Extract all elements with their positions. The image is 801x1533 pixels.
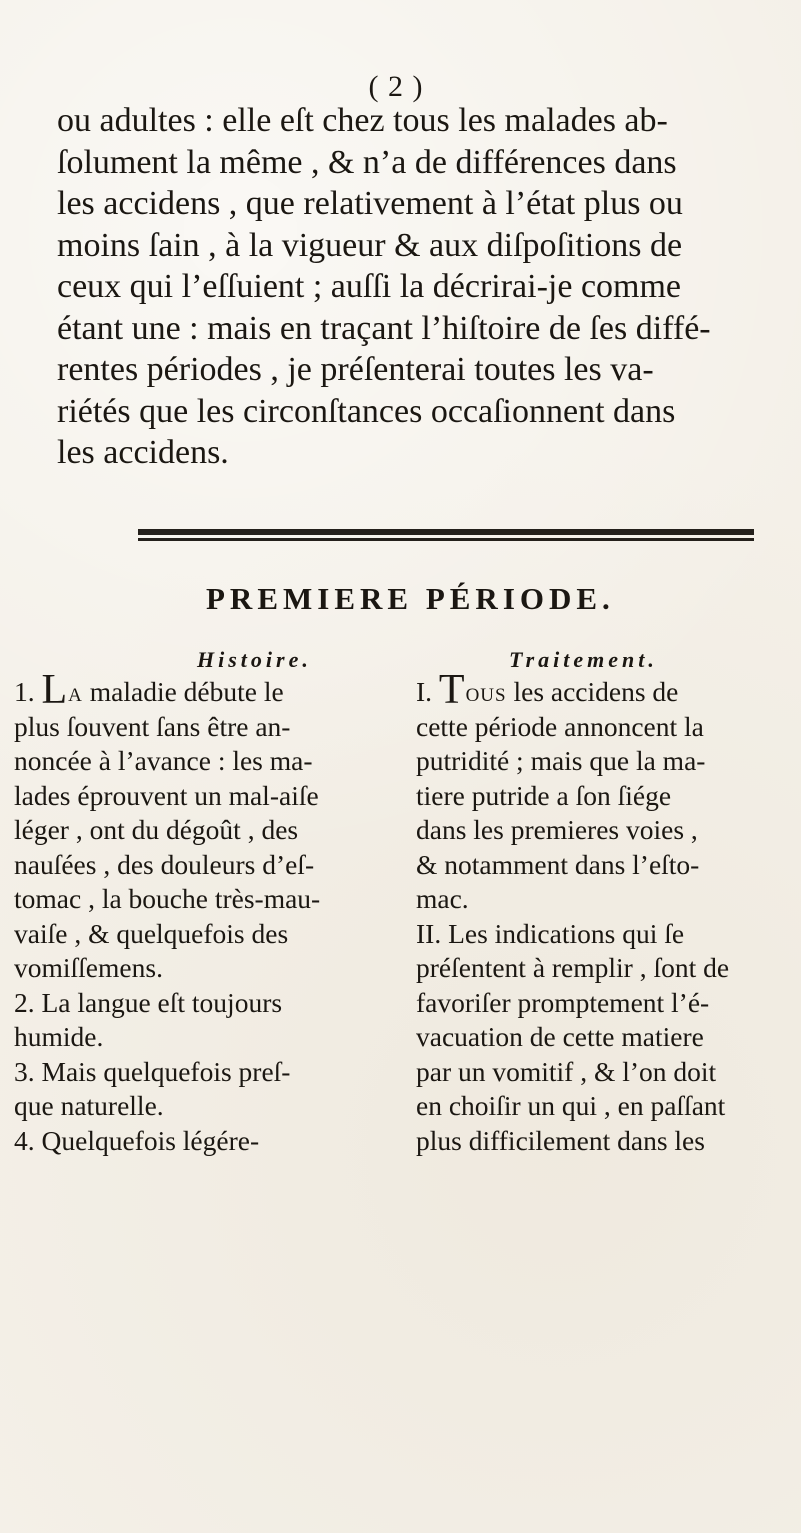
histoire-line: 4. Quelquefois légére- — [14, 1124, 260, 1156]
traitement-column — [416, 667, 786, 1158]
intro-line: ceux qui l’eſſuient ; auſſi la décrirai-je comme — [57, 268, 682, 305]
histoire-smallcaps: a — [68, 676, 83, 707]
intro-line: les accidens. — [57, 434, 229, 471]
traitement-line: tiere putride a ſon ſiége — [416, 779, 672, 811]
intro-line: moins ſain , à la vigueur & aux diſpoſitions de — [57, 226, 683, 264]
traitement-dropcap: T — [438, 667, 465, 713]
intro-paragraph — [57, 100, 770, 474]
traitement-line: dans les premieres voies , — [416, 814, 698, 845]
traitement-line: favoriſer promptement l’é- — [416, 986, 710, 1018]
histoire-line: 2. La langue eſt toujours — [14, 986, 283, 1018]
section-rule-thick — [138, 529, 754, 535]
histoire-line: léger , ont du dégoût , des — [14, 814, 299, 845]
traitement-line: plus difficilement dans les — [416, 1124, 705, 1156]
histoire-column — [14, 667, 384, 1158]
traitement-line: cette période annoncent la — [416, 710, 704, 742]
traitement-item-number: I. — [416, 676, 433, 707]
intro-line: rentes périodes , je préſenterai toutes les va- — [57, 351, 654, 388]
page-number: ( 2 ) — [368, 70, 424, 103]
section-rule-thin — [138, 538, 754, 541]
intro-line: ſolument la même , & n’a de différences dans — [57, 143, 677, 181]
histoire-line: vaiſe , & quelquefois des — [14, 917, 289, 949]
histoire-line: vomiſſemens. — [14, 952, 163, 983]
histoire-line: plus ſouvent ſans être an- — [14, 710, 291, 742]
traitement-line: par un vomitif , & l’on doit — [416, 1055, 717, 1087]
intro-line: les accidens , que relativement à l’état plus ou — [57, 185, 683, 222]
traitement-line: putridité ; mais que la ma- — [416, 745, 706, 776]
histoire-line: que naturelle. — [14, 1090, 164, 1121]
histoire-line: noncée à l’avance : les ma- — [14, 745, 313, 776]
section-title: PREMIERE PÉRIODE. — [206, 581, 615, 616]
histoire-item-number: 1. — [14, 676, 35, 707]
histoire-line: lades éprouvent un mal-aiſe — [14, 779, 319, 811]
traitement-heading: Traitement. — [509, 647, 658, 672]
traitement-line: & notamment dans l’eſto- — [416, 848, 700, 880]
histoire-line: 3. Mais quelquefois preſ- — [14, 1055, 291, 1087]
histoire-line: tomac , la bouche très-mau- — [14, 883, 321, 914]
histoire-heading: Histoire. — [197, 647, 312, 672]
traitement-first-line-text: les accidens de — [513, 676, 679, 707]
histoire-first-line-text: maladie débute le — [89, 676, 284, 707]
traitement-line: en choiſir un qui , en paſſant — [416, 1090, 726, 1121]
traitement-line: mac. — [416, 883, 469, 914]
histoire-dropcap: L — [41, 667, 68, 713]
histoire-line: humide. — [14, 1021, 104, 1052]
histoire-first-line — [14, 667, 384, 713]
traitement-line: vacuation de cette matiere — [416, 1021, 704, 1052]
traitement-smallcaps: ous — [465, 676, 507, 707]
traitement-line: préſentent à remplir , ſont de — [416, 952, 730, 983]
intro-line: riétés que les circonſtances occaſionnent dans — [57, 392, 676, 430]
traitement-line: II. Les indications qui ſe — [416, 917, 685, 949]
histoire-line: nauſées , des douleurs d’eſ- — [14, 848, 315, 880]
traitement-first-line — [416, 667, 786, 713]
intro-line: ou adultes : elle eſt chez tous les malades ab- — [57, 102, 668, 139]
intro-line: étant une : mais en traçant l’hiſtoire de ſes diffé- — [57, 309, 711, 347]
